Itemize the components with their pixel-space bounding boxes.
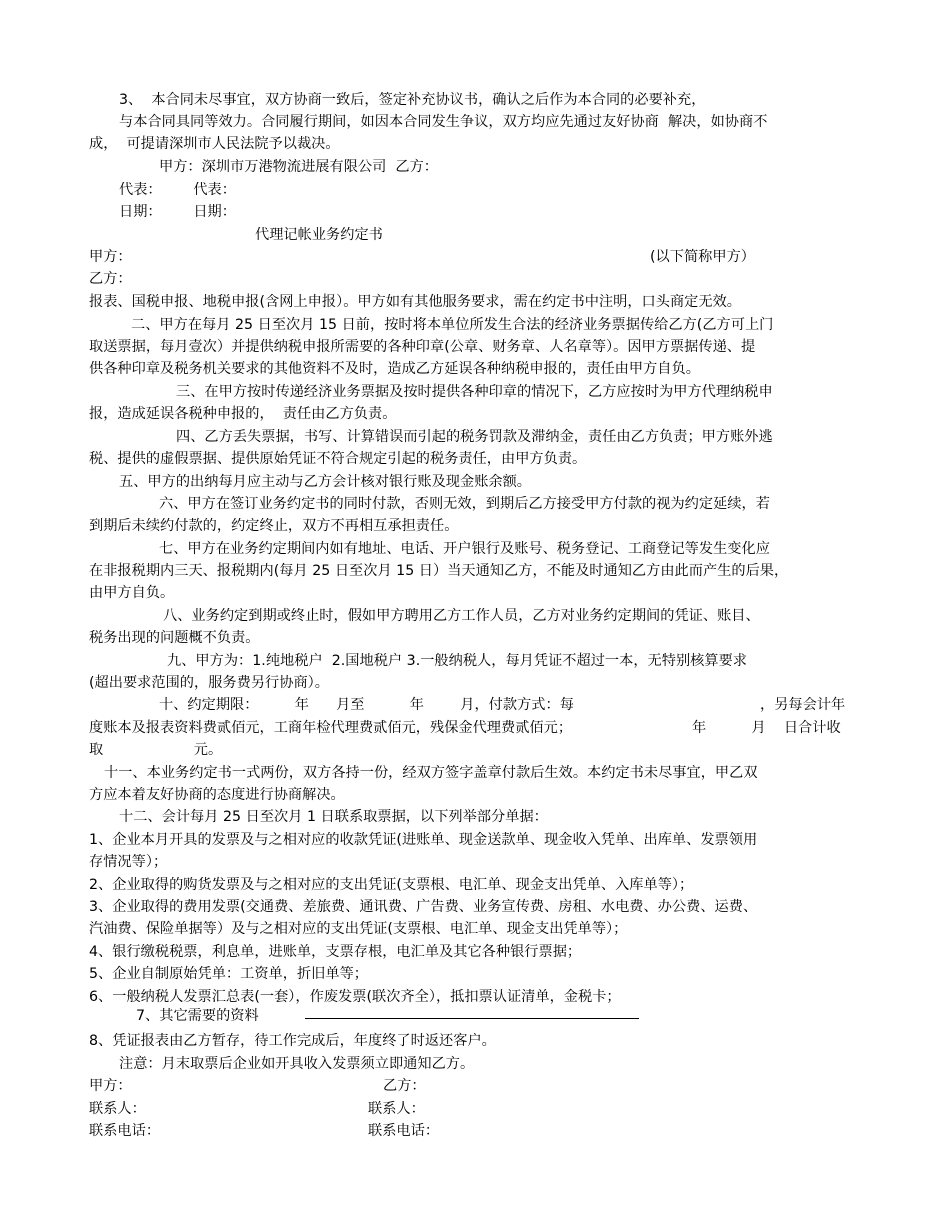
text-line: (以下简称甲方） xyxy=(650,249,756,265)
text-line: 税务出现的问题概不负责。 xyxy=(89,630,260,646)
text-line: 2、企业取得的购货发票及与之相对应的支出凭证(支票根、电汇单、现金支出凭单、入库单等）； xyxy=(89,877,694,893)
text-line: 十、约定期限： 年 月至 年 月，付款方式：每 xyxy=(159,697,574,713)
text-line: 报，造成延误各税种申报的， 责任由乙方负责。 xyxy=(89,406,397,422)
text-line: 3、 本合同未尽事宜，双方协商一致后，签定补充协议书，确认之后作为本合同的必要补充， xyxy=(119,92,706,108)
text-line: 到期后未续约付款的，约定终止，双方不再相互承担责任。 xyxy=(89,518,459,534)
signature-label-party-a: 甲方： xyxy=(89,1078,132,1094)
text-line: 甲方：深圳市万港物流进展有限公司 乙方： xyxy=(159,159,439,175)
text-line: 3、企业取得的费用发票(交通费、差旅费、通讯费、广告费、业务宣传费、房租、水电费、办公费、运费、 xyxy=(89,899,758,915)
text-line: 二、甲方在每月 25 日至次月 15 日前，按时将本单位所发生合法的经济业务票据传给乙方(乙方可上门 xyxy=(131,317,774,333)
signature-label-party-b: 乙方： xyxy=(383,1078,426,1094)
text-line: 税、提供的虚假票据、提供原始凭证不符合规定引起的税务责任，由甲方负责。 xyxy=(89,451,587,467)
text-line: 注意：月末取票后企业如开具收入发票须立即通知乙方。 xyxy=(119,1056,475,1072)
text-line: ，另每会计年 xyxy=(760,697,846,713)
text-line: 取送票据，每月壹次）并提供纳税申报所需要的各种印章(公章、财务章、人名章等）。因甲方票据传递、提 xyxy=(89,339,756,355)
text-line: 报表、国税申报、地税申报(含网上申报）。甲方如有其他服务要求，需在约定书中注明，口头商定无效。 xyxy=(89,294,742,310)
text-line: 七、甲方在业务约定期间内如有地址、电话、开户银行及账号、税务登记、工商登记等发生变化应 xyxy=(159,541,770,557)
text-line: 与本合同具同等效力。合同履行期间，如因本合同发生争议，双方均应先通过友好协商 解决，如协商不 xyxy=(119,114,768,130)
text-line: 8、凭证报表由乙方暂存，待工作完成后，年度终了时返还客户。 xyxy=(89,1033,496,1049)
text-line: 乙方： xyxy=(89,271,132,287)
text-line: 度账本及报表资料费贰佰元，工商年检代理费贰佰元，残保金代理费贰佰元； xyxy=(89,720,573,736)
text-line: 甲方： xyxy=(89,249,132,265)
phone-label-party-a: 联系电话： xyxy=(89,1123,161,1139)
fill-in-blank-line xyxy=(305,1018,639,1019)
text-line: 十一、本业务约定书一式两份，双方各持一份，经双方签字盖章付款后生效。本约定书未尽事宜，甲乙双 xyxy=(104,765,758,781)
text-line: 五、甲方的出纳每月应主动与乙方会计核对银行账及现金账余额。 xyxy=(119,474,532,490)
text-line: 在非报税期内三天、报税期内(每月 25 日至次月 15 日）当天通知乙方，不能及时通知乙方由此而产生的后果， xyxy=(89,563,789,579)
text-line: 5、企业自制原始凭单：工资单，折旧单等； xyxy=(89,966,368,982)
text-line: (超出要求范围的，服务费另行协商）。 xyxy=(89,675,329,691)
contact-label-party-b: 联系人： xyxy=(368,1101,425,1117)
section-title: 代理记帐业务约定书 xyxy=(255,227,383,243)
text-line: 6、一般纳税人发票汇总表(一套），作废发票(联次齐全），抵扣票认证清单，金税卡； xyxy=(89,989,621,1005)
text-line: 年 月 日合计收 xyxy=(692,720,841,736)
text-line: 方应本着友好协商的态度进行协商解决。 xyxy=(89,787,345,803)
phone-label-party-b: 联系电话： xyxy=(368,1123,440,1139)
text-line: 四、乙方丢失票据，书写、计算错误而引起的税务罚款及滞纳金，责任由乙方负责；甲方账外逃 xyxy=(176,429,773,445)
text-line: 三、在甲方按时传递经济业务票据及按时提供各种印章的情况下，乙方应按时为甲方代理纳税申 xyxy=(176,384,773,400)
text-line: 7、其它需要的资料 xyxy=(136,1008,259,1024)
text-line: 日期： 日期： xyxy=(119,204,236,220)
text-line: 汽油费、保险单据等）及与之相对应的支出凭证(支票根、电汇单、现金支出凭单等）； xyxy=(89,921,628,937)
text-line: 由甲方自负。 xyxy=(89,585,175,601)
text-line: 十二、会计每月 25 日至次月 1 日联系取票据，以下列举部分单据： xyxy=(119,809,548,825)
text-line: 代表： 代表： xyxy=(119,182,236,198)
text-line: 成， 可提请深圳市人民法院予以裁决。 xyxy=(89,136,340,152)
text-line: 八、业务约定到期或终止时，假如甲方聘用乙方工作人员，乙方对业务约定期间的凭证、账目、 xyxy=(163,608,760,624)
text-line: 六、甲方在签订业务约定书的同时付款，否则无效，到期后乙方接受甲方付款的视为约定延续，若 xyxy=(159,496,770,512)
contact-label-party-a: 联系人： xyxy=(89,1101,146,1117)
text-line: 供各种印章及税务机关要求的其他资料不及时，造成乙方延误各种纳税申报的，责任由甲方自负。 xyxy=(89,361,700,377)
text-line: 1、企业本月开具的发票及与之相对应的收款凭证(进账单、现金送款单、现金收入凭单、出库单、发票领用 xyxy=(89,832,758,848)
text-line: 4、银行缴税税票，利息单，进账单，支票存根，电汇单及其它各种银行票据； xyxy=(89,944,582,960)
text-line: 九、甲方为：1.纯地税户 2.国地税户 3.一般纳税人，每月凭证不超过一本，无特别核算要求 xyxy=(167,653,747,669)
text-line: 取 元。 xyxy=(89,742,223,758)
text-line: 存情况等）； xyxy=(89,854,168,870)
